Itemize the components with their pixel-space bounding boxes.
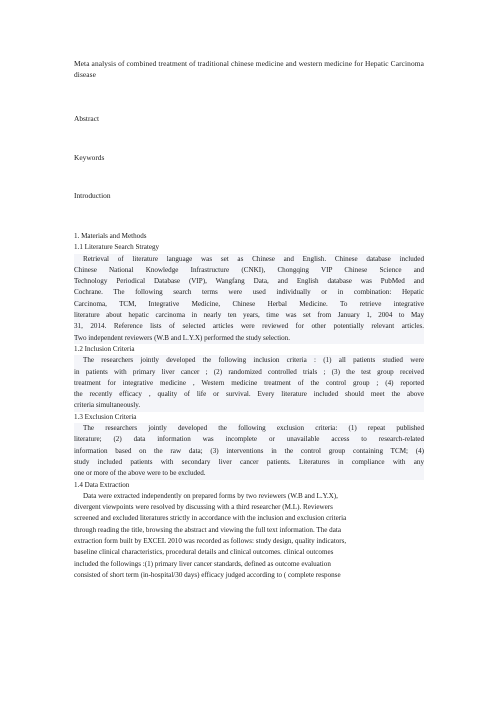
paragraph-line: one or more of the above were to be excluded. [74,469,206,478]
paragraph-line: The researchers jointly developed the following exclusion criteria: (1) repeat published [83,424,424,433]
paragraph-line: baseline clinical characteristics, procedural details and clinical outcomes. clinical outcomes [74,548,334,557]
paragraph-line: Chinese National Knowledge Infrastructure (CNKI), Chongqing VIP Chinese Science and [74,265,424,274]
paragraph-line: extraction form built by EXCEL 2010 was recorded as follows: study design, quality indicators, [74,537,347,546]
keywords-heading: Keywords [74,153,105,162]
paragraph-line: Retrieval of literature language was set as Chinese and English. Chinese database included [83,254,424,263]
paragraph-line: included the followings :(1) primary liver cancer standards, defined as outcome evaluation [74,559,331,568]
subsection-heading-data-extraction: 1.4 Data Extraction [74,480,130,489]
paragraph-line: the recently efficacy , quality of life or survival. Every literature included should meet the above [74,390,424,399]
document-title: Meta analysis of combined treatment of traditional chinese medicine and western medicine for Hepatic Carcinoma disease [74,59,424,79]
paragraph-line: 31, 2014. Reference lists of selected articles were reviewed for other potentially relevant articles. [74,322,424,331]
paragraph-line: in patients with primary liver cancer ; (2) randomized controlled trials ; (3) the test group received [74,367,424,376]
subsection-heading-inclusion-criteria: 1.2 Inclusion Criteria [74,344,135,353]
paragraph-line: criteria simultaneously. [74,401,141,410]
paragraph-line: The researchers jointly developed the following inclusion criteria : (1) all patients studied were [83,356,424,365]
paragraph-line: information based on the raw data; (3) interventions in the control group containing TCM; (4) [74,446,424,455]
paragraph-line: Technology Periodical Database (VIP), Wangfang Data, and English database was PubMed and [74,277,424,286]
paragraph-data-extraction [74,491,424,581]
paragraph-line: study included patients with secondary liver cancer patients. Literatures in compliance with any [74,457,424,466]
paragraph-line: literature; (2) data information was incomplete or unavailable access to research-related [74,435,424,444]
paragraph-line: Data were extracted independently on prepared forms by two reviewers (W.B and L.Y.X), [83,491,338,500]
paragraph-line: literature about hepatic carcinoma in nearly ten years, time was set from January 1, 2004 to May [74,311,424,320]
subsection-heading-exclusion-criteria: 1.3 Exclusion Criteria [74,412,137,421]
paragraph-line: Two independent reviewers (W.B and L.Y.X) performed the study selection. [74,333,291,342]
paragraph-line: Cochrane. The following search terms were used individually or in combination: Hepatic [74,288,424,297]
abstract-heading: Abstract [74,114,100,123]
paragraph-exclusion-criteria [74,423,424,479]
paragraph-line: screened and excluded literatures strictly in accordance with the inclusion and exclusion criteria [74,514,347,523]
document-body [74,231,424,581]
paragraph-line: treatment for integrative medicine , Western medicine treatment of the control group ; (4) reported [74,378,424,387]
section-heading-materials-methods: 1. Materials and Methods [74,232,147,240]
introduction-heading: Introduction [74,191,111,200]
paragraph-line: divergent viewpoints were resolved by discussing with a third researcher (M.L). Reviewers [74,503,333,512]
paragraph-search-strategy [74,254,424,344]
paragraph-line: consisted of short term (in-hospital/30 days) efficacy judged according to ( complete response [74,570,341,579]
subsection-heading-search-strategy: 1.1 Literature Search Strategy [74,243,160,252]
paragraph-inclusion-criteria [74,355,424,411]
paragraph-line: Carcinoma, TCM, Integrative Medicine, Chinese Herbal Medicine. To retrieve integrative [74,299,424,308]
paragraph-line: through reading the title, browsing the abstract and viewing the full text information. The data [74,525,341,534]
